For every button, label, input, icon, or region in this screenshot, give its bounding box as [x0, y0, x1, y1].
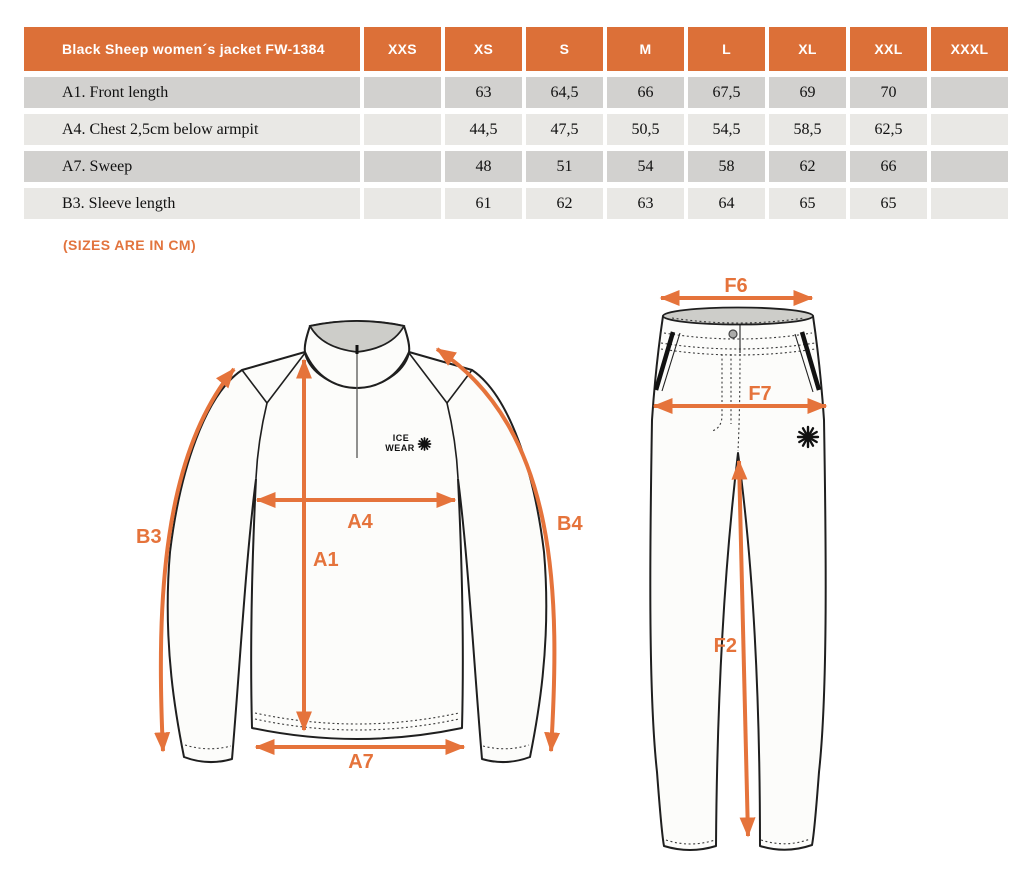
- size-value-cell: 62: [769, 151, 846, 182]
- a4-label: A4: [347, 511, 373, 533]
- size-header-l: L: [688, 27, 765, 71]
- size-value-cell: 64: [688, 188, 765, 219]
- waist-button: [729, 330, 737, 338]
- size-header-xs: XS: [445, 27, 522, 71]
- size-value-cell: 61: [445, 188, 522, 219]
- size-chart-table: [20, 21, 1012, 225]
- garment-diagrams: [0, 268, 1027, 888]
- size-value-cell: [931, 114, 1008, 145]
- b3-label: B3: [136, 526, 162, 548]
- size-value-cell: 54,5: [688, 114, 765, 145]
- size-value-cell: 54: [607, 151, 684, 182]
- table-title: Black Sheep women´s jacket FW-1384: [24, 27, 360, 71]
- table-row: [24, 151, 1008, 182]
- a7-label: A7: [348, 751, 374, 773]
- size-value-cell: 66: [607, 77, 684, 108]
- size-value-cell: 50,5: [607, 114, 684, 145]
- size-header-m: M: [607, 27, 684, 71]
- size-header-xxs: XXS: [364, 27, 441, 71]
- measurement-label-cell: A7. Sweep: [24, 151, 360, 182]
- a1-label: A1: [313, 549, 339, 571]
- f2-label: F2: [713, 635, 737, 657]
- size-value-cell: 48: [445, 151, 522, 182]
- logo-text-wear: WEAR: [385, 443, 415, 453]
- measurement-label-cell: A4. Chest 2,5cm below armpit: [24, 114, 360, 145]
- waist-opening: [663, 308, 813, 325]
- table-header-row: [24, 27, 1008, 71]
- size-value-cell: 69: [769, 77, 846, 108]
- measurement-label-cell: A1. Front length: [24, 77, 360, 108]
- size-value-cell: 47,5: [526, 114, 603, 145]
- size-value-cell: 63: [445, 77, 522, 108]
- size-value-cell: [931, 188, 1008, 219]
- table-row: [24, 188, 1008, 219]
- size-value-cell: 63: [607, 188, 684, 219]
- size-value-cell: 44,5: [445, 114, 522, 145]
- size-value-cell: 70: [850, 77, 927, 108]
- f6-label: F6: [724, 275, 748, 297]
- size-value-cell: [364, 151, 441, 182]
- size-value-cell: [364, 77, 441, 108]
- pants-body: [650, 311, 825, 851]
- size-value-cell: [364, 188, 441, 219]
- size-value-cell: 65: [769, 188, 846, 219]
- table-row: [24, 77, 1008, 108]
- logo-text-ice: ICE: [392, 433, 410, 443]
- pants-drawing: [650, 308, 825, 851]
- size-header-s: S: [526, 27, 603, 71]
- size-value-cell: 58,5: [769, 114, 846, 145]
- table-row: [24, 114, 1008, 145]
- size-value-cell: 51: [526, 151, 603, 182]
- size-header-xxl: XXL: [850, 27, 927, 71]
- size-header-xl: XL: [769, 27, 846, 71]
- size-value-cell: [931, 151, 1008, 182]
- measurement-label-cell: B3. Sleeve length: [24, 188, 360, 219]
- size-value-cell: 66: [850, 151, 927, 182]
- size-value-cell: 62,5: [850, 114, 927, 145]
- b4-label: B4: [557, 513, 583, 535]
- size-value-cell: 67,5: [688, 77, 765, 108]
- jacket-drawing: [168, 321, 547, 762]
- size-value-cell: 64,5: [526, 77, 603, 108]
- size-value-cell: 65: [850, 188, 927, 219]
- sizes-unit-note: (SIZES ARE IN CM): [63, 237, 197, 253]
- size-value-cell: [931, 77, 1008, 108]
- size-value-cell: 58: [688, 151, 765, 182]
- size-header-xxxl: XXXL: [931, 27, 1008, 71]
- f7-label: F7: [748, 383, 772, 405]
- size-value-cell: 62: [526, 188, 603, 219]
- size-value-cell: [364, 114, 441, 145]
